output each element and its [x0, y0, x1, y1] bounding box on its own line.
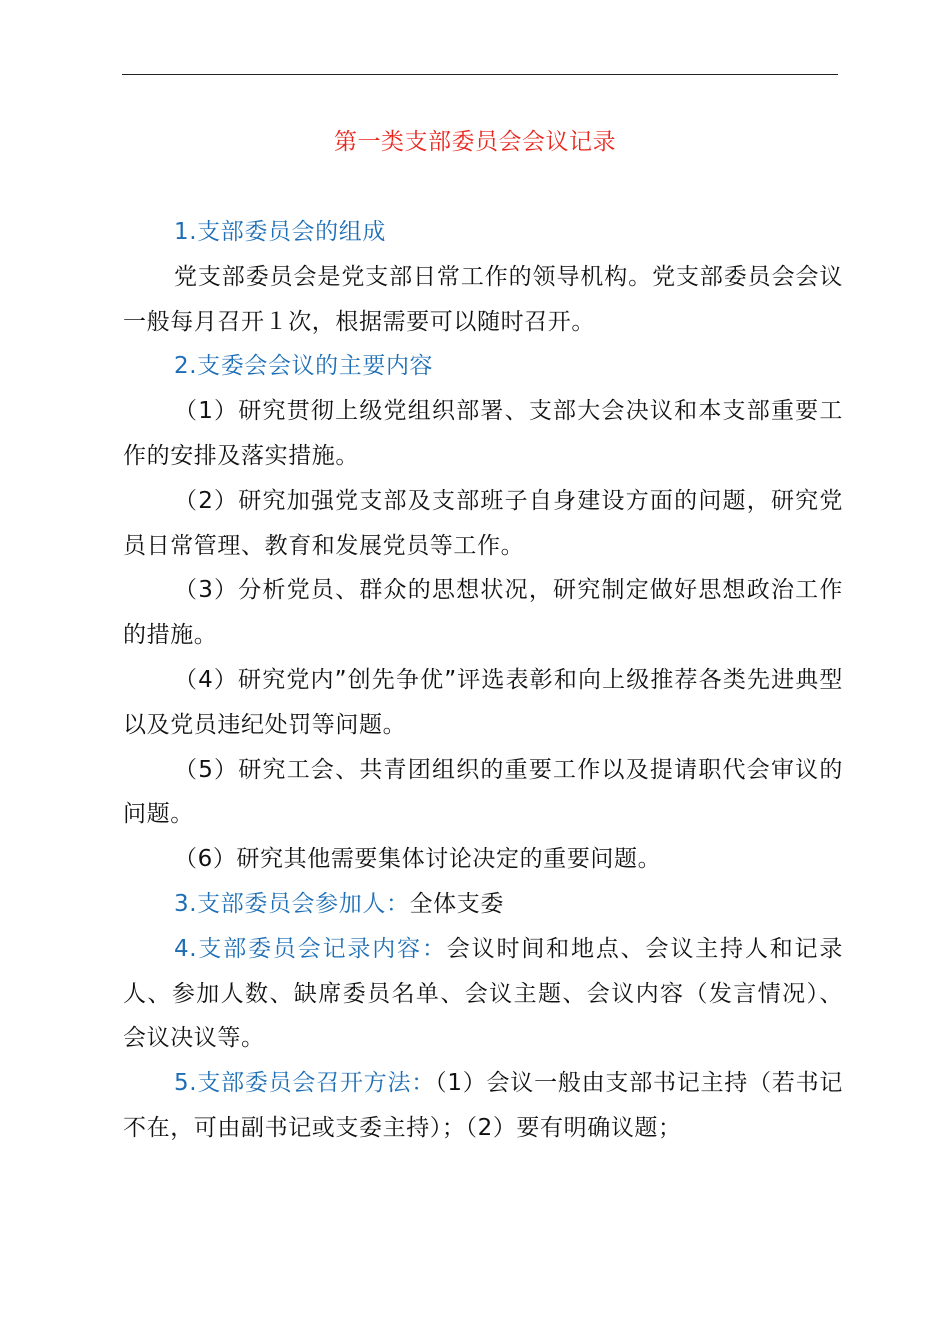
- section-2-item-3: （3）分析党员、群众的思想状况，研究制定做好思想政治工作的措施。: [123, 577, 843, 649]
- section-4: [123, 927, 843, 1061]
- section-1-heading: 1.支部委员会的组成: [174, 219, 386, 245]
- section-5-body: （1）会议一般由支部书记主持（若书记不在，可由副书记或支委主持）；（2）要有明确议题；: [123, 1070, 843, 1141]
- section-2-item-2: （2）研究加强党支部及支部班子自身建设方面的问题，研究党员日常管理、教育和发展党员等工作。: [123, 487, 843, 559]
- section-2-item-1: （1）研究贯彻上级党组织部署、支部大会决议和本支部重要工作的安排及落实措施。: [123, 398, 843, 469]
- document-body: [123, 210, 843, 1151]
- section-5: [123, 1061, 843, 1151]
- section-3-heading: 3.支部委员会参加人：: [174, 890, 410, 917]
- header-rule: [122, 74, 838, 75]
- section-5-heading: 5.支部委员会召开方法：: [174, 1070, 436, 1097]
- document-title: 第一类支部委员会会议记录: [334, 129, 616, 155]
- section-2-item-5: （5）研究工会、共青团组织的重要工作以及提请职代会审议的问题。: [123, 756, 843, 828]
- section-3-body: 全体支委: [409, 890, 504, 917]
- section-4-body: 会议时间和地点、会议主持人和记录人、参加人数、缺席委员名单、会议主题、会议内容（发言情况）、会议决议等。: [123, 935, 843, 1052]
- section-4-heading: 4.支部委员会记录内容：: [174, 935, 447, 962]
- section-3: [123, 882, 843, 927]
- section-2-heading: 2.支委会会议的主要内容: [174, 353, 434, 380]
- section-2-item-6: （6）研究其他需要集体讨论决定的重要问题。: [174, 846, 662, 873]
- section-2-item-4: （4）研究党内”创先争优”评选表彰和向上级推荐各类先进典型以及党员违纪处罚等问题。: [123, 666, 843, 738]
- section-1-body: 党支部委员会是党支部日常工作的领导机构。党支部委员会会议一般每月召开１次，根据需要可以随时召开。: [123, 263, 843, 335]
